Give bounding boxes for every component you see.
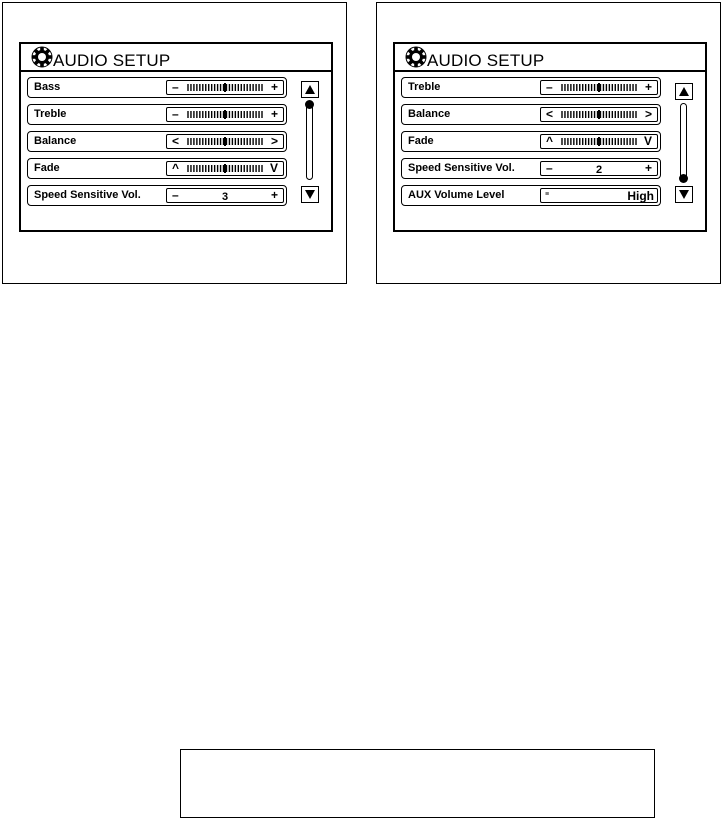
audio-setup-screen-left xyxy=(19,42,333,232)
increase-button[interactable]: V xyxy=(643,134,652,148)
setting-label: Treble xyxy=(408,81,441,93)
setting-label: Speed Sensitive Vol. xyxy=(34,189,141,201)
increase-button[interactable]: > xyxy=(644,107,652,121)
decrease-button[interactable]: – xyxy=(172,107,179,121)
level-bars-icon: ≡ xyxy=(545,191,550,198)
scroll-down-button[interactable] xyxy=(675,186,693,203)
setting-label: AUX Volume Level xyxy=(408,189,505,201)
setting-row-treble[interactable] xyxy=(401,77,661,98)
level-indicator xyxy=(224,110,226,119)
level-scale[interactable] xyxy=(187,137,263,146)
setting-label: Fade xyxy=(34,162,60,174)
increase-button[interactable]: + xyxy=(270,188,278,202)
scroll-up-button[interactable] xyxy=(301,81,319,98)
level-scale[interactable] xyxy=(187,164,263,173)
level-indicator xyxy=(224,83,226,92)
level-indicator xyxy=(598,137,600,146)
decrease-button[interactable]: < xyxy=(546,107,554,121)
setting-label: Balance xyxy=(408,108,451,120)
scroll-down-button[interactable] xyxy=(301,186,319,203)
increase-button[interactable]: V xyxy=(269,161,278,175)
audio-setup-screen-right xyxy=(393,42,707,232)
aux-volume-level-control[interactable] xyxy=(540,188,658,203)
title-bar xyxy=(395,44,705,72)
setting-row-fade[interactable] xyxy=(401,131,661,152)
fade-control[interactable] xyxy=(540,134,658,149)
setting-row-treble[interactable] xyxy=(27,104,287,125)
decrease-button[interactable]: – xyxy=(546,161,553,175)
setting-row-balance[interactable] xyxy=(27,131,287,152)
screen-title: AUDIO SETUP xyxy=(427,51,545,70)
level-indicator xyxy=(224,137,226,146)
decrease-button[interactable]: ^ xyxy=(546,134,554,148)
triangle-up-icon xyxy=(678,86,690,97)
right-screen-frame xyxy=(376,2,721,284)
gear-icon xyxy=(31,46,53,68)
gear-icon xyxy=(405,46,427,68)
setting-row-bass[interactable] xyxy=(27,77,287,98)
treble-control[interactable] xyxy=(166,107,284,122)
setting-row-fade[interactable] xyxy=(27,158,287,179)
level-scale[interactable] xyxy=(561,83,637,92)
note-box xyxy=(180,749,655,818)
aux-level-value: High xyxy=(627,189,654,203)
setting-label: Balance xyxy=(34,135,77,147)
level-indicator xyxy=(598,110,600,119)
level-indicator xyxy=(224,164,226,173)
triangle-down-icon xyxy=(304,189,316,200)
scrollbar-knob[interactable] xyxy=(679,174,688,183)
scrollbar-track[interactable] xyxy=(306,103,313,180)
level-scale[interactable] xyxy=(561,110,637,119)
treble-control[interactable] xyxy=(540,80,658,95)
balance-control[interactable] xyxy=(540,107,658,122)
setting-label: Fade xyxy=(408,135,434,147)
setting-row-speed-sensitive-vol[interactable] xyxy=(401,158,661,179)
setting-row-balance[interactable] xyxy=(401,104,661,125)
decrease-button[interactable]: < xyxy=(172,134,180,148)
decrease-button[interactable]: ^ xyxy=(172,161,180,175)
setting-row-speed-sensitive-vol[interactable] xyxy=(27,185,287,206)
speed-sensitive-vol-control[interactable] xyxy=(166,188,284,203)
title-bar xyxy=(21,44,331,72)
decrease-button[interactable]: – xyxy=(172,188,179,202)
setting-label: Bass xyxy=(34,81,61,93)
level-indicator xyxy=(598,83,600,92)
level-scale[interactable] xyxy=(187,83,263,92)
scroll-up-button[interactable] xyxy=(675,83,693,100)
screen-title: AUDIO SETUP xyxy=(53,51,171,70)
setting-label: Treble xyxy=(34,108,67,120)
left-screen-frame xyxy=(2,2,347,284)
increase-button[interactable]: + xyxy=(644,80,652,94)
balance-control[interactable] xyxy=(166,134,284,149)
scrollbar-track[interactable] xyxy=(680,103,687,180)
level-scale[interactable] xyxy=(561,137,637,146)
increase-button[interactable]: > xyxy=(270,134,278,148)
decrease-button[interactable]: – xyxy=(546,80,553,94)
increase-button[interactable]: + xyxy=(644,161,652,175)
setting-value: 3 xyxy=(221,191,229,203)
setting-row-aux-volume-level[interactable] xyxy=(401,185,661,206)
fade-control[interactable] xyxy=(166,161,284,176)
speed-sensitive-vol-control[interactable] xyxy=(540,161,658,176)
increase-button[interactable]: + xyxy=(270,107,278,121)
triangle-up-icon xyxy=(304,84,316,95)
decrease-button[interactable]: – xyxy=(172,80,179,94)
setting-value: 2 xyxy=(595,164,603,176)
setting-label: Speed Sensitive Vol. xyxy=(408,162,515,174)
scrollbar-knob[interactable] xyxy=(305,100,314,109)
level-scale[interactable] xyxy=(187,110,263,119)
increase-button[interactable]: + xyxy=(270,80,278,94)
triangle-down-icon xyxy=(678,189,690,200)
bass-control[interactable] xyxy=(166,80,284,95)
